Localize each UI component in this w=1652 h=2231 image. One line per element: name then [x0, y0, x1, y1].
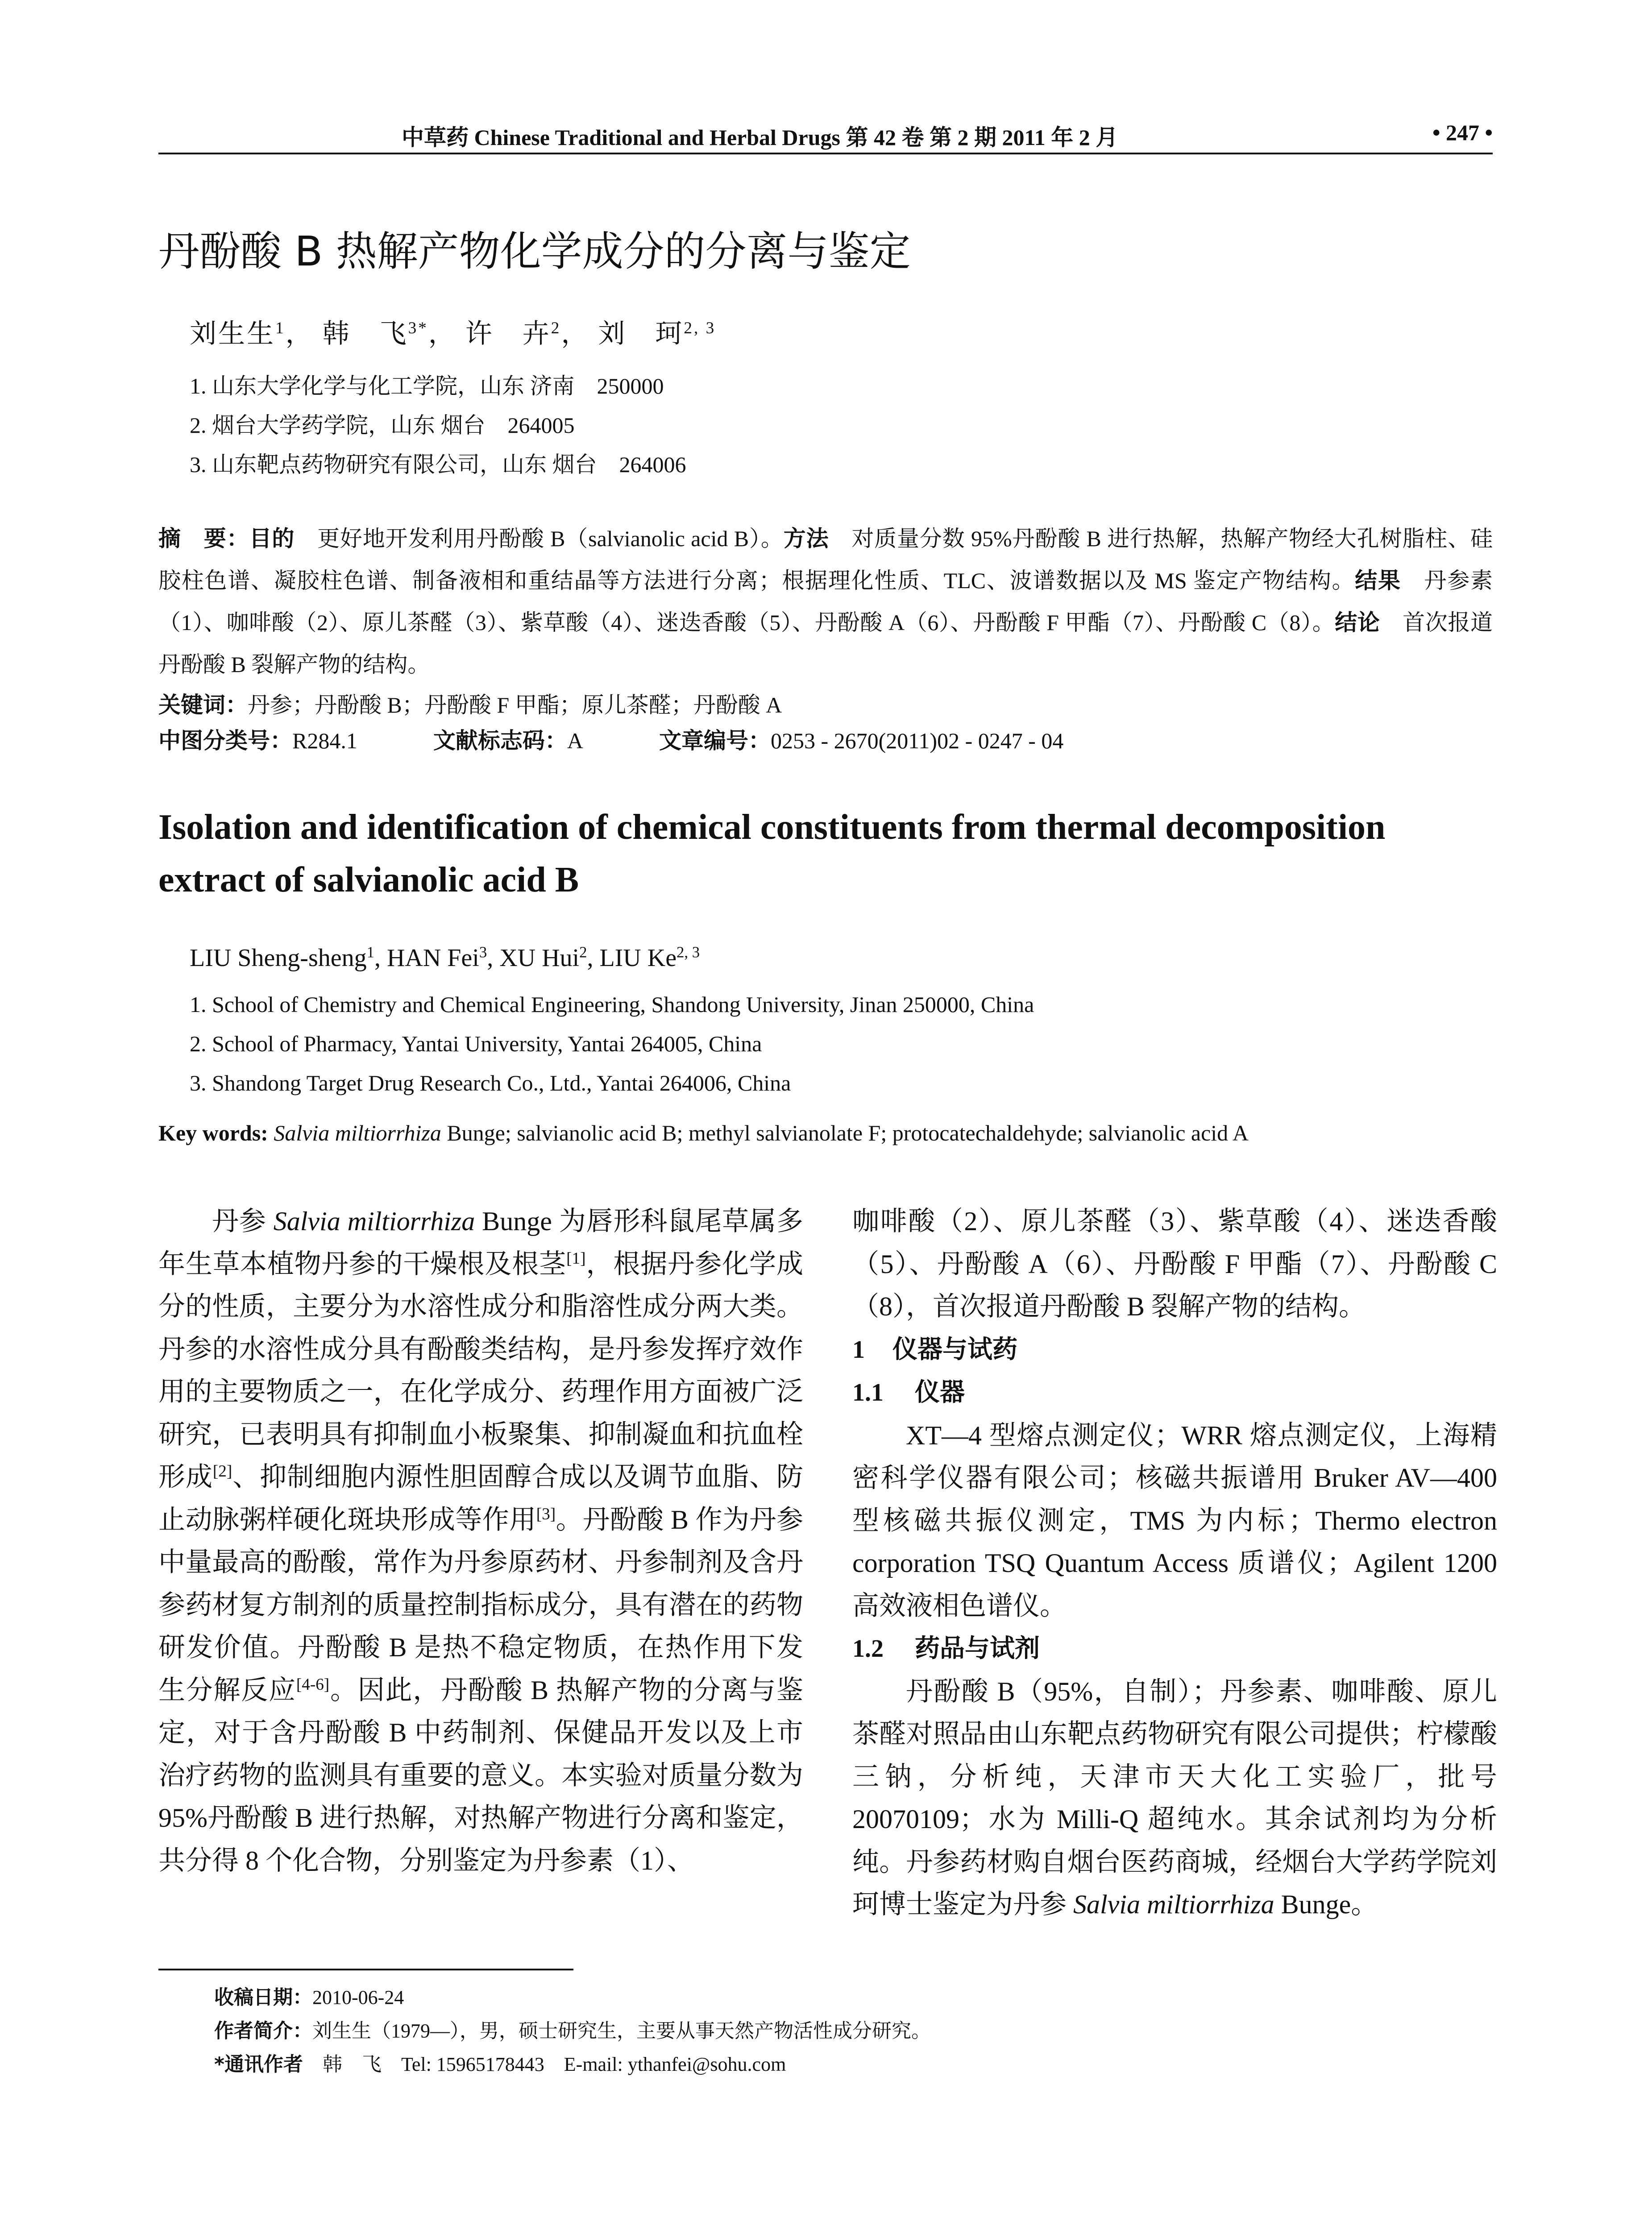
clc-value: R284.1	[292, 728, 357, 753]
objective-label: 目的	[249, 526, 295, 552]
footnote-author-bio	[214, 2015, 931, 2043]
chinese-authors: 刘生生$^1$， 韩 飞$^{3*}$， 许 卉$^2$， 刘 珂$^{2, 3}$	[190, 319, 716, 348]
intro-text: 。丹酚酸 B 作为丹参中量最高的酚酸，常作为丹参原药材、丹参制剂及含丹参药材复方制剂的质量控制指标成分，具有潜在的药物研发价值。丹酚酸 B 是热不稳定物质，在热作用下发生分解反应	[158, 1505, 803, 1705]
author-name: 刘生生	[190, 319, 275, 348]
page-number: • 247 •	[1432, 120, 1493, 145]
reagents-text: 丹酚酸 B（95%，自制）；丹参素、咖啡酸、原儿茶醛对照品由山东靶点药物研究有限公司提供；柠檬酸三钠，分析纯，天津市天大化工实验厂，批号 20070109；水为 Milli-Q 超纯水。其余试剂均为分析纯。丹参药材购自烟台医药商城，经烟台大学药学院刘珂博士鉴定为丹参	[852, 1676, 1497, 1919]
affiliation-cn-3: 3. 山东靶点药物研究有限公司，山东 烟台 264006	[190, 452, 686, 477]
section-heading	[852, 1328, 1497, 1372]
intro-text: Bunge 为唇形科鼠尾草属多年生草本植物丹参的干燥根及根茎	[158, 1207, 804, 1279]
article-id-label: 文章编号：	[659, 728, 771, 754]
affiliation-en-1: 1. School of Chemistry and Chemical Engineering, Shandong University, Jinan 250000, China	[190, 992, 1034, 1017]
intro-text: 丹参	[212, 1207, 274, 1236]
classification-line	[158, 723, 1139, 755]
keywords-cn	[158, 687, 782, 719]
intro-text: 、抑制细胞内源性胆固醇合成以及调节血脂、防止动脉粥样硬化斑块形成等作用	[158, 1462, 804, 1534]
section-number: 1.1	[852, 1379, 884, 1406]
method-label: 方法	[783, 526, 829, 552]
author-affiliation-mark: 2	[551, 319, 561, 337]
keywords-en-species: Salvia miltiorrhiza	[274, 1120, 441, 1145]
abstract-cn	[158, 518, 1493, 685]
footnote-received	[214, 1981, 404, 2010]
body-left-column	[158, 1200, 803, 1882]
footnote-corresponding	[214, 2048, 786, 2077]
footnote-text: 2010-06-24	[312, 1986, 404, 2008]
subsection-heading	[852, 1371, 1497, 1414]
result-label: 结果	[1355, 568, 1401, 593]
author-affiliation-mark: 3	[479, 943, 487, 961]
keywords-en-label: Key words:	[158, 1120, 268, 1145]
keywords-text: 丹参；丹酚酸 B；丹酚酸 F 甲酯；原儿茶醛；丹酚酸 A	[248, 693, 782, 717]
author-name: HAN Fei	[386, 944, 479, 972]
author-name: 刘 珂	[598, 319, 684, 348]
footnote-text: 刘生生（1979—），男，硕士研究生，主要从事天然产物活性成分研究。	[312, 2020, 931, 2042]
author-name: 韩 飞	[322, 319, 408, 348]
intro-text: 。因此，丹酚酸 B 热解产物的分离与鉴定，对于含丹酚酸 B 中药制剂、保健品开发以及上市治疗药物的监测具有重要的意义。本实验对质量分数为 95%丹酚酸 B 进行热解，对热解产物进行分离和鉴定，共分得 8 个化合物，分别鉴定为丹参素（1）、	[158, 1675, 803, 1875]
running-header	[158, 120, 1493, 155]
author-name: LIU Sheng-sheng	[190, 944, 367, 972]
objective-text: 更好地开发利用丹酚酸 B（salvianolic acid B）。	[295, 526, 784, 551]
species-name: Salvia miltiorrhiza	[1073, 1890, 1274, 1919]
affiliation-en-2: 2. School of Pharmacy, Yantai University, Yantai 264005, China	[190, 1031, 762, 1056]
clc-label: 中图分类号：	[158, 728, 292, 754]
conclusion-label: 结论	[1335, 610, 1380, 635]
author-affiliation-mark: 2	[579, 943, 587, 961]
footnote-text: 韩 飞 Tel: 15965178443 E-mail: ythanfei@sohu.com	[303, 2053, 786, 2075]
species-name: Salvia miltiorrhiza	[273, 1207, 475, 1236]
author-name: XU Hui	[499, 944, 580, 972]
footnote-label: 作者简介：	[214, 2020, 312, 2042]
keywords-en-text: Bunge; salvianolic acid B; methyl salvianolate F; protocatechaldehyde; salvianolic acid A	[441, 1120, 1249, 1145]
doc-code-label: 文献标志码：	[433, 728, 567, 754]
reagents-paragraph	[852, 1671, 1497, 1926]
section-title: 仪器与试药	[892, 1335, 1017, 1364]
method-text: 对质量分数 95%丹酚酸 B 进行热解，热解产物经大孔树脂柱、硅胶柱色谱、凝胶柱色谱、制备液相和重结晶等方法进行分离；根据理化性质、TLC、波谱数据以及 MS 鉴定产物结构。	[158, 526, 1493, 593]
section-number: 1	[852, 1335, 865, 1364]
affiliation-en-3: 3. Shandong Target Drug Research Co., Ltd., Yantai 264006, China	[190, 1070, 791, 1095]
author-affiliation-mark: 3*	[408, 319, 428, 337]
affiliation-cn-1: 1. 山东大学化学与化工学院，山东 济南 250000	[190, 373, 664, 398]
citation: [2]	[212, 1462, 232, 1480]
author-affiliation-mark: 2, 3	[684, 319, 716, 337]
footnote-label: 收稿日期：	[214, 1986, 312, 2009]
chinese-title: 丹酚酸 B 热解产物化学成分的分离与鉴定	[158, 228, 911, 275]
footnote-label: *通讯作者	[214, 2053, 303, 2076]
citation: [4-6]	[296, 1675, 330, 1694]
result-text: 丹参素（1）、咖啡酸（2）、原儿茶醛（3）、紫草酸（4）、迷迭香酸（5）、丹酚酸 A（6）、丹酚酸 F 甲酯（7）、丹酚酸 C（8）。	[158, 568, 1493, 635]
body-right-column	[852, 1200, 1497, 1926]
reagents-text: Bunge。	[1274, 1890, 1378, 1919]
abstract-label: 摘 要：	[158, 526, 249, 552]
author-affiliation-mark: 1	[366, 943, 374, 961]
subsection-heading	[852, 1627, 1497, 1671]
intro-paragraph	[158, 1200, 803, 1882]
english-title: Isolation and identification of chemical constituents from thermal decomposition extract of salvianolic acid B	[158, 808, 1386, 900]
english-authors: LIU Sheng-sheng$^1$, HAN Fei$^3$, XU Hui$^2$, LIU Ke$^{2, 3}$	[190, 943, 700, 972]
keywords-label: 关键词：	[158, 692, 248, 718]
section-title: 药品与试剂	[915, 1634, 1040, 1663]
author-affiliation-mark: 1	[275, 319, 286, 337]
author-name: LIU Ke	[599, 944, 677, 972]
header-rule	[158, 153, 1493, 154]
intro-text: ，根据丹参化学成分的性质，主要分为水溶性成分和脂溶性成分两大类。丹参的水溶性成分具有酚酸类结构，是丹参发挥疗效作用的主要物质之一，在化学成分、药理作用方面被广泛研究，已表明具有抑制血小板聚集、抑制凝血和抗血栓形成	[158, 1249, 804, 1492]
keywords-en	[158, 1120, 1249, 1146]
section-number: 1.2	[852, 1635, 884, 1663]
citation: [3]	[536, 1505, 556, 1523]
footnote-rule	[158, 1969, 573, 1970]
affiliation-cn-2: 2. 烟台大学药学院，山东 烟台 264005	[190, 413, 575, 438]
article-id-value: 0253 - 2670(2011)02 - 0247 - 04	[770, 728, 1064, 753]
section-title: 仪器	[915, 1378, 965, 1407]
citation: [1]	[566, 1249, 586, 1268]
doc-code-value: A	[567, 728, 583, 753]
instruments-paragraph: XT—4 型熔点测定仪；WRR 熔点测定仪，上海精密科学仪器有限公司；核磁共振谱用 Bruker AV—400 型核磁共振仪测定，TMS 为内标；Thermo electron corporation TSQ Quantum Access 质谱仪；Agilent 1200 高效液相色谱仪。	[852, 1420, 1497, 1621]
conclusion-text: 首次报道丹酚酸 B 裂解产物的结构。	[158, 610, 1493, 677]
intro-continued: 咖啡酸（2）、原儿茶醛（3）、紫草酸（4）、迷迭香酸（5）、丹酚酸 A（6）、丹酚酸 F 甲酯（7）、丹酚酸 C（8），首次报道丹酚酸 B 裂解产物的结构。	[852, 1207, 1497, 1321]
author-affiliation-mark: 2, 3	[677, 943, 700, 961]
journal-line: 中草药 Chinese Traditional and Herbal Drugs 第 42 卷 第 2 期 2011 年 2 月	[402, 125, 1118, 150]
author-name: 许 卉	[465, 319, 551, 348]
